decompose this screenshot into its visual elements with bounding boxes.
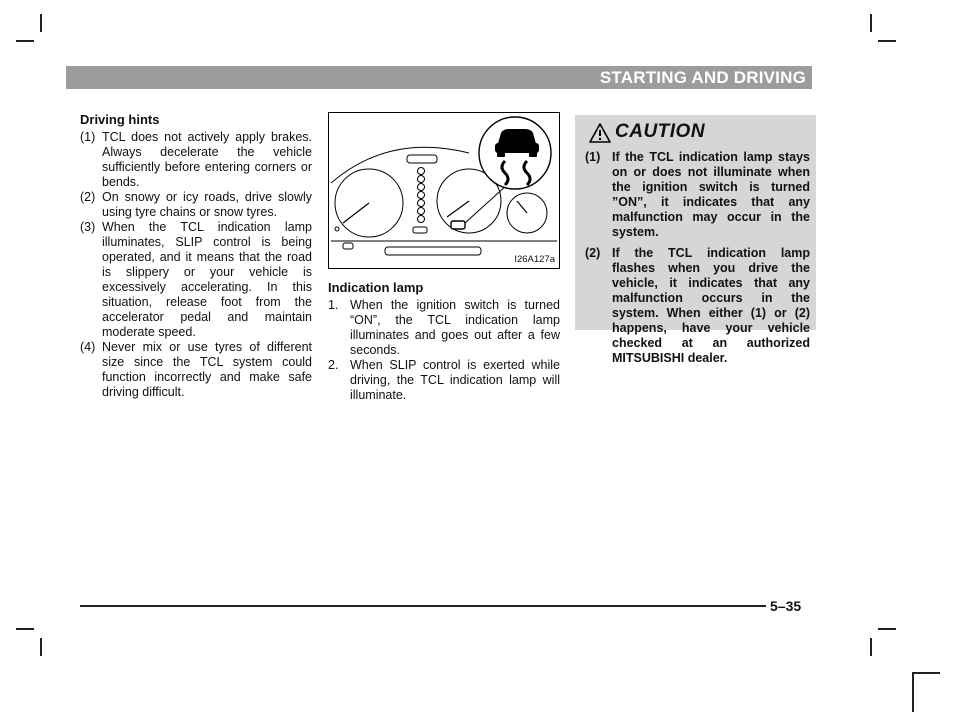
item-number: (1): [585, 150, 601, 164]
footer-rule: [80, 605, 766, 607]
item-text: Never mix or use tyres of different size since the TCL system could function incorrectly and make safe driving difficult.: [102, 340, 312, 399]
item-number: (2): [585, 246, 601, 260]
item-text: When the TCL indication lamp illuminates, SLIP control is being operated, and it means that the road is slippery or your vehicle is excessively accelerating. In this situation, release foot from the accelerator pedal and maintain moderate speed.: [102, 220, 312, 339]
item-number: (1): [80, 130, 96, 144]
crop-mark: [878, 40, 896, 42]
item-number: (2): [80, 190, 96, 204]
list-item: [80, 220, 312, 340]
crop-mark: [16, 628, 34, 630]
crop-mark: [870, 638, 872, 656]
item-number: 2.: [328, 358, 339, 372]
crop-mark: [870, 14, 872, 32]
list-item: [80, 130, 312, 190]
indication-lamp-section: [328, 280, 560, 403]
instrument-cluster-figure: [328, 112, 560, 269]
crop-mark: [912, 672, 940, 674]
caution-box: [575, 115, 816, 365]
item-text: When SLIP control is exerted while driving, the TCL indication lamp will illuminate.: [350, 358, 560, 402]
item-text: If the TCL indication lamp stays on or does not illuminate when the ignition switch is turned ”ON”, it indicates that any malfunction may occur in the system.: [612, 150, 810, 239]
warning-triangle-icon: [589, 123, 611, 143]
caution-title: CAUTION: [615, 121, 706, 142]
indication-lamp-list: [328, 298, 560, 403]
crop-mark: [878, 628, 896, 630]
item-text: On snowy or icy roads, drive slowly using tyre chains or snow tyres.: [102, 190, 312, 219]
item-text: TCL does not actively apply brakes. Always decelerate the vehicle sufficiently before entering corners or bends.: [102, 130, 312, 189]
instrument-cluster-illustration: [329, 113, 559, 268]
item-text: When the ignition switch is turned “ON”, the TCL indication lamp illuminates and goes out after a few seconds.: [350, 298, 560, 357]
caution-list: [585, 150, 810, 372]
list-item: [585, 150, 810, 240]
list-item: [80, 340, 312, 400]
item-number: (3): [80, 220, 96, 234]
list-item: [585, 246, 810, 366]
driving-hints-list: [80, 130, 312, 400]
figure-label: I26A127a: [514, 254, 555, 265]
crop-mark: [16, 40, 34, 42]
list-item: [328, 358, 560, 403]
list-item: [80, 190, 312, 220]
item-text: If the TCL indication lamp flashes when you drive the vehicle, it indicates that any malfunction occurs in the system. When either (1) or (2) happens, have your vehicle checked at an authorized MITSUBISHI dealer.: [612, 246, 810, 365]
section-header-bar: [66, 66, 812, 89]
item-number: 1.: [328, 298, 339, 312]
list-item: [328, 298, 560, 358]
crop-mark: [912, 672, 914, 712]
section-title: STARTING AND DRIVING: [599, 68, 806, 87]
item-number: (4): [80, 340, 96, 354]
page-number: 5–35: [770, 598, 802, 614]
crop-mark: [40, 14, 42, 32]
indication-lamp-heading: Indication lamp: [328, 280, 424, 295]
crop-mark: [40, 638, 42, 656]
driving-hints-heading: Driving hints: [80, 112, 160, 127]
driving-hints-section: [80, 112, 312, 400]
